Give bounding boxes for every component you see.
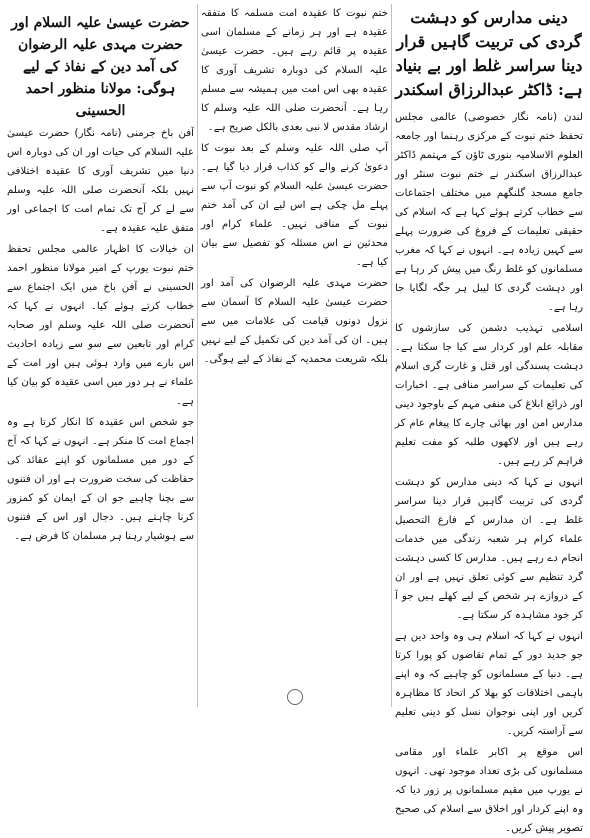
article-headline: دینی مدارس کو دہشت گردی کی تربیت گاہیں قرار دینا سراسر غلط اور بے بنیاد ہے: ڈاکٹر عبدالرزاق اسکندر — [395, 8, 583, 99]
section-paragraph: آفن باخ جرمنی (نامہ نگار) حضرت عیسیٰ علیہ السلام کی حیات اور ان کی دوبارہ اس دنیا میں تشریف آوری کا عقیدہ اختلافی نہیں بلکہ آنحضرت صلی اللہ علیہ وسلم سے لے کر آج تک تمام امت کا اجماعی اور متفق علیہ عقیدہ ہے۔ — [7, 128, 194, 234]
article-paragraph: اسلامی تہذیب دشمن کی سازشوں کا مقابلہ علم اور کردار سے کیا جا سکتا ہے۔ دہشت پسندگی اور قتل و غارت گری اسلام کی تعلیمات کے سراسر منافی ہے۔ اخبارات اور ذرائع ابلاغ کی منفی مہم کے باوجود دینی مدارس امن اور بھائی چارے کا پیغام عام کر رہے ہیں اور لاکھوں طلبہ کو مفت تعلیم فراہم کر رہے ہیں۔ — [395, 323, 583, 467]
article-paragraph: اس موقع پر اکابر علماء اور مقامی مسلمانوں کی بڑی تعداد موجود تھی۔ انہوں نے یورپ میں مقیم مسلمانوں پر زور دیا کہ وہ اپنے کردار اور اخلاق سے اسلام کی صحیح تصویر پیش کریں۔ — [395, 747, 583, 834]
column-right — [392, 4, 586, 834]
article-paragraph: حضرت مہدی علیہ الرضوان کی آمد اور حضرت عیسیٰ علیہ السلام کا آسمان سے نزول دونوں قیامت کی علامات میں سے ہیں۔ ان کی آمد دین کی تکمیل کے لیے نہیں بلکہ شریعت محمدیہ کے نفاذ کے لیے ہوگی۔ — [201, 278, 388, 365]
section-paragraph: ان خیالات کا اظہار عالمی مجلس تحفظ ختم نبوت یورپ کے امیر مولانا منظور احمد الحسینی نے آفن باخ میں ایک اجتماع سے خطاب کرتے ہوئے کیا۔ انہوں نے کہا کہ آنحضرت صلی اللہ علیہ وسلم اور صحابہ کرام اور تابعین سے سو سے زیادہ احادیث اس بارے میں وارد ہوئی ہیں اور امت کے علماء نے ہر دور میں اسی عقیدہ کو بیان کیا ہے۔ — [7, 244, 194, 407]
article-paragraph: آپ صلی اللہ علیہ وسلم کے بعد نبوت کا دعویٰ کرنے والے کو کذاب قرار دیا گیا ہے۔ حضرت عیسیٰ علیہ السلام کو نبوت آپ سے پہلے مل چکی ہے اس لیے ان کی آمد ختم نبوت کے منافی نہیں۔ علماء کرام اور محدثین نے اس مسئلہ کو تفصیل سے بیان کیا ہے۔ — [201, 143, 388, 268]
article-paragraph: انہوں نے کہا کہ دینی مدارس کو دہشت گردی کی تربیت گاہیں قرار دینا سراسر غلط ہے۔ ان مدارس کے فارغ التحصیل علماء کرام ہر شعبہ زندگی میں خدمات انجام دے رہے ہیں۔ مدارس کا کسی دہشت گرد تنظیم سے کوئی تعلق نہیں ہے اور ان کے دروازے ہر شخص کے لیے کھلے ہیں جو آ کر خود مشاہدہ کر سکتا ہے۔ — [395, 477, 583, 621]
article-paragraph: لندن (نامہ نگار خصوصی) عالمی مجلس تحفظ ختم نبوت کے مرکزی رہنما اور جامعہ العلوم الاسلامیہ بنوری ٹاؤن کے مہتمم ڈاکٹر عبدالرزاق اسکندر نے ختم نبوت سنٹر اور جامع مسجد گلنگھم میں مختلف اجتماعات سے خطاب کرتے ہوئے کہا ہے کہ اسلام کی حقیقی تعلیمات کے فروغ کی ضرورت پہلے سے کہیں زیادہ ہے۔ انہوں نے کہا کہ مغرب مسلمانوں کو غلط رنگ میں پیش کر رہا ہے اور دہشت گردی کا لیبل ہر جگہ لگایا جا رہا ہے۔ — [395, 112, 583, 313]
section-paragraph: جو شخص اس عقیدہ کا انکار کرتا ہے وہ اجماع امت کا منکر ہے۔ انہوں نے کہا کہ آج کے دور میں مسلمانوں کو اپنے عقائد کی حفاظت کی سخت ضرورت ہے اور ان فتنوں سے بچنا چاہیے جو ان کے ایمان کو کمزور کرنا چاہتے ہیں۔ دجال اور اس کے فتنوں سے ہوشیار رہنا ہر مسلمان کا فرض ہے۔ — [7, 417, 194, 542]
article-paragraph: ختم نبوت کا عقیدہ امت مسلمہ کا متفقہ عقیدہ ہے اور ہر زمانے کے مسلمان اسی عقیدہ پر قائم رہے ہیں۔ حضرت عیسیٰ علیہ السلام کی دوبارہ تشریف آوری کا عقیدہ بھی اس امت میں ہمیشہ سے مسلم رہا ہے۔ آنحضرت صلی اللہ علیہ وسلم کا ارشاد مقدس لا نبی بعدی بالکل صریح ہے۔ — [201, 8, 388, 133]
column-middle — [198, 4, 392, 707]
headline-block — [395, 6, 583, 102]
columns-container — [4, 4, 586, 834]
column-left — [4, 4, 198, 707]
page-number-circle-icon — [287, 689, 303, 705]
article-paragraph: انہوں نے کہا کہ اسلام ہی وہ واحد دین ہے جو جدید دور کے تمام تقاضوں کو پورا کرتا ہے۔ دنیا کے مسلمانوں کو چاہیے کہ وہ اپنے باہمی اختلافات کو بھلا کر اتحاد کا مظاہرہ کریں اور اپنی نوجوان نسل کو دینی تعلیم سے آراستہ کریں۔ — [395, 631, 583, 737]
section-headline: حضرت عیسیٰ علیہ السلام اور حضرت مہدی علیہ الرضوان کی آمد دین کے نفاذ کے لیے ہوگی: مولانا منظور احمد الحسینی — [11, 15, 190, 119]
